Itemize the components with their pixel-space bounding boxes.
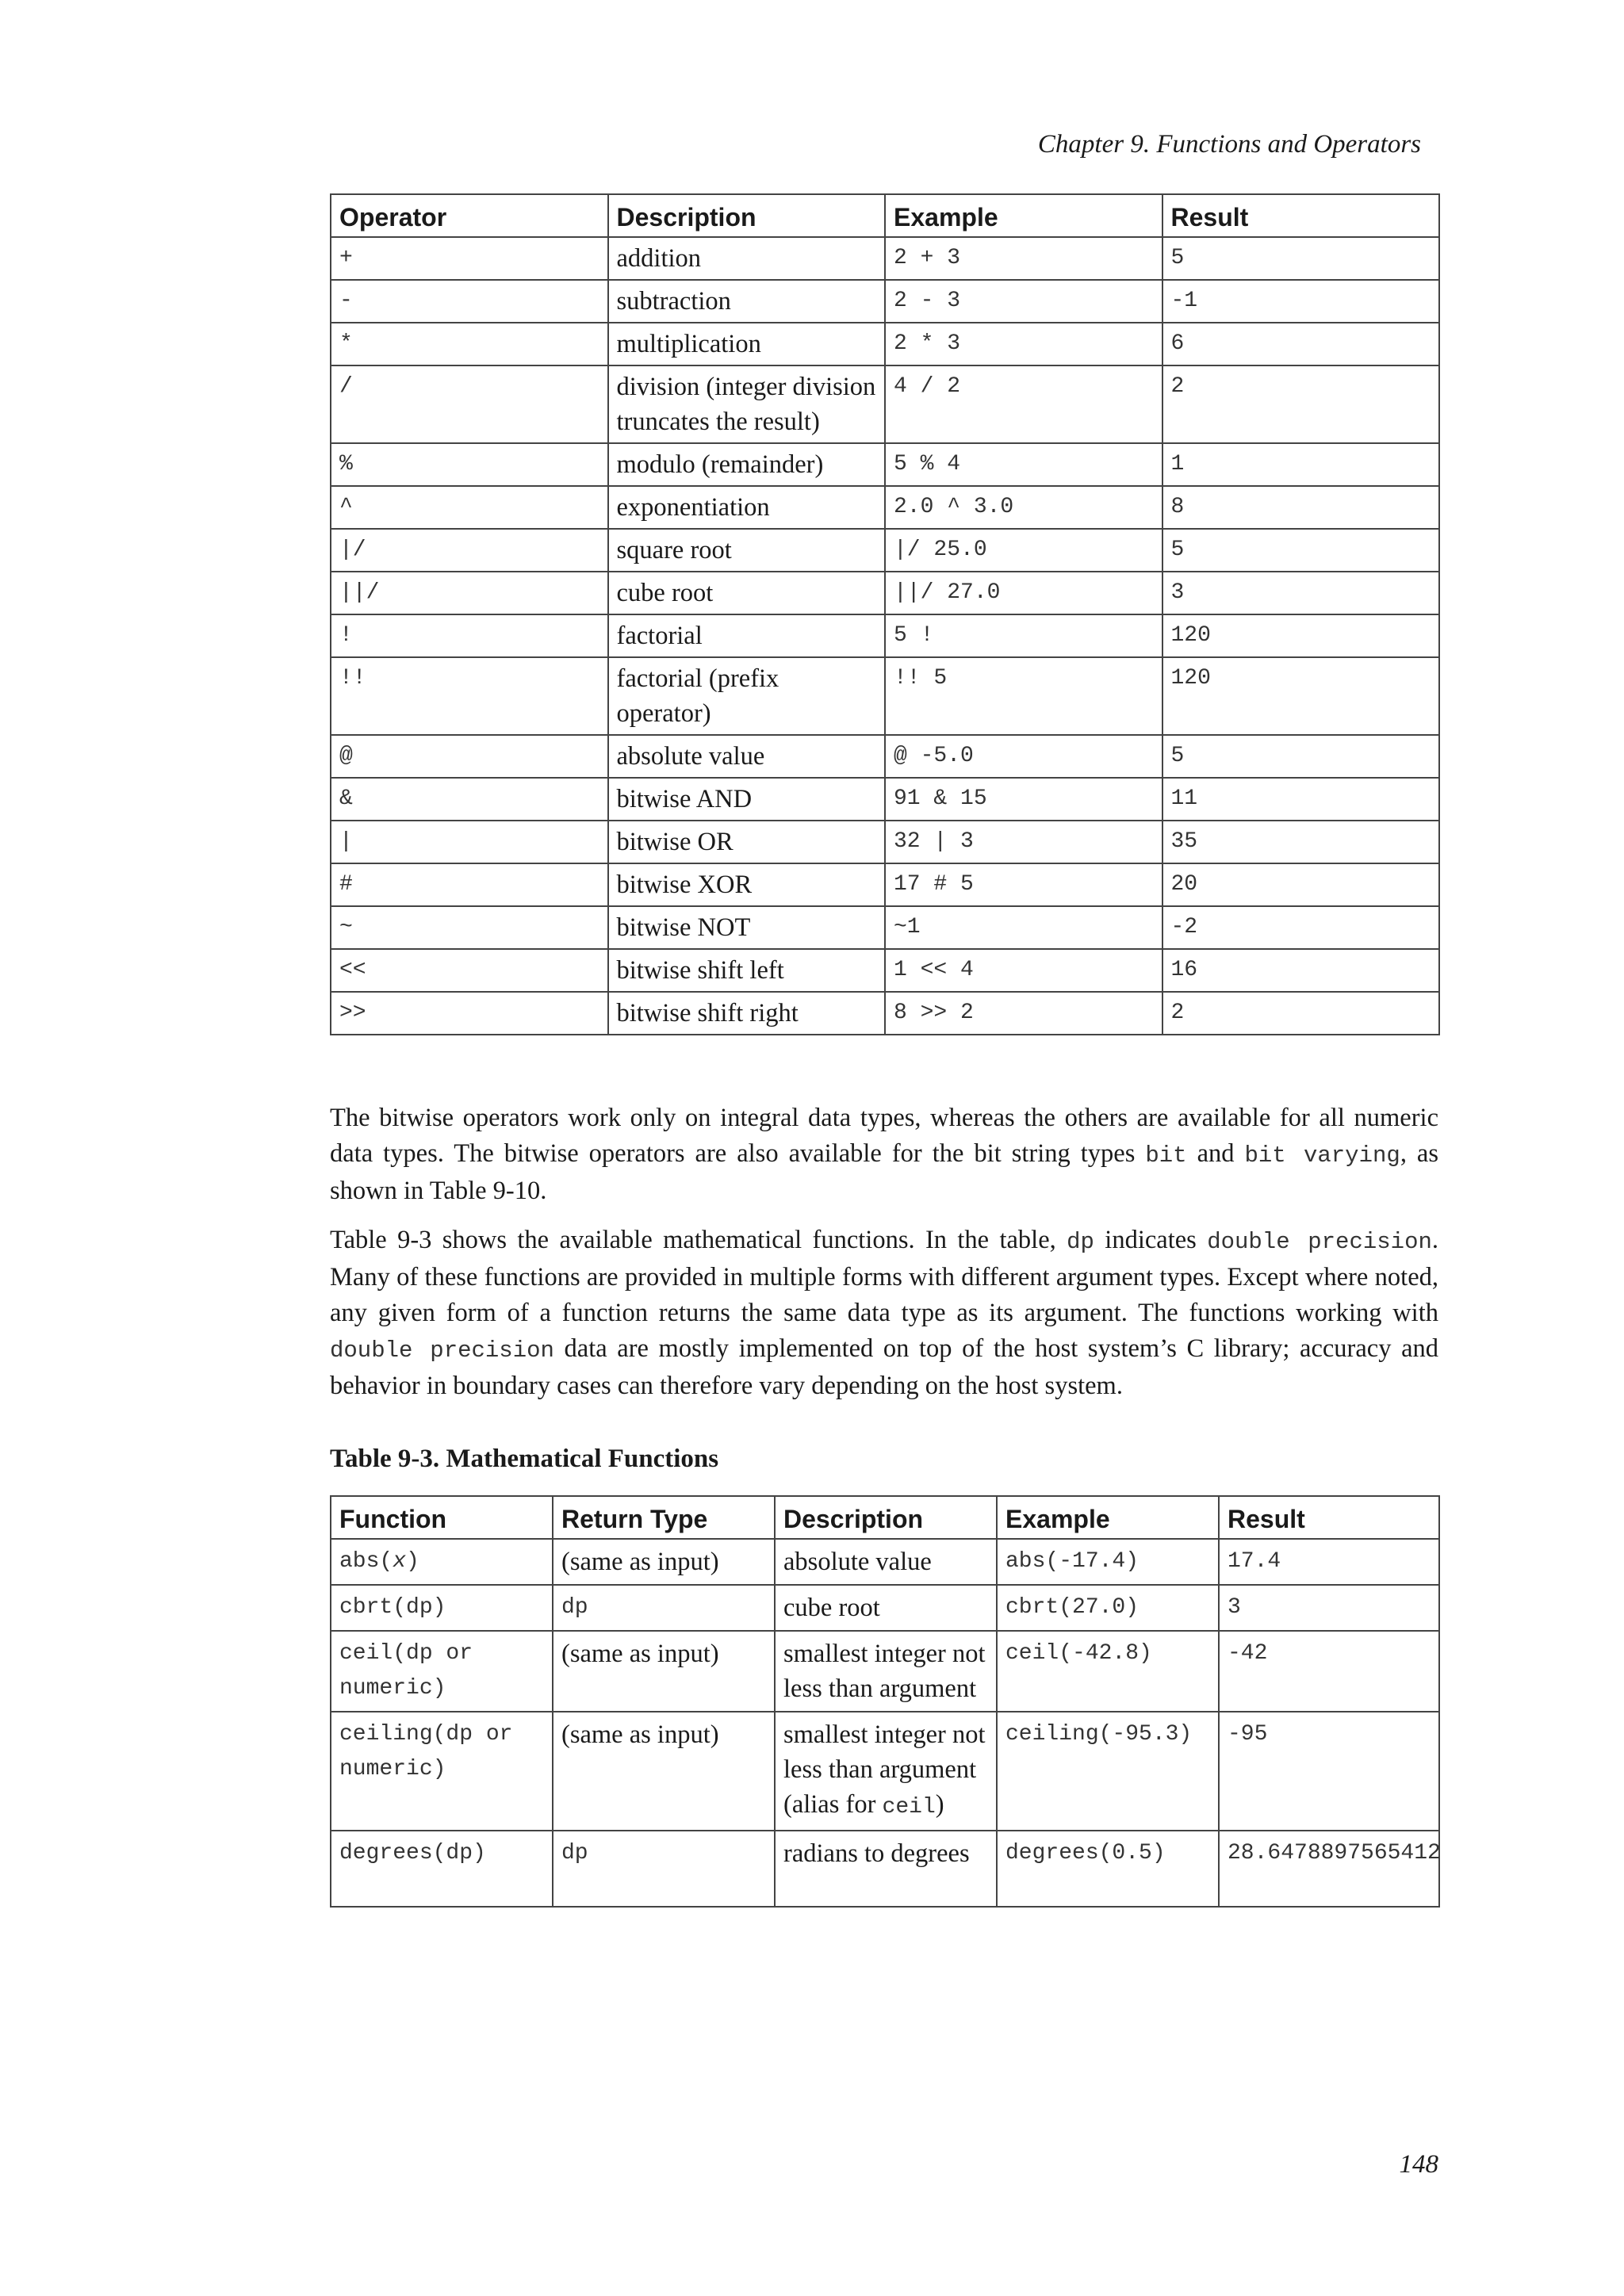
- table-row: [331, 280, 1439, 323]
- result-cell: 5: [1162, 237, 1440, 280]
- function-cell: ceil(dp or numeric): [331, 1631, 553, 1712]
- table-header-row: [331, 194, 1439, 237]
- example-cell: 8 >> 2: [885, 992, 1162, 1035]
- result-cell: -1: [1162, 280, 1440, 323]
- table-row: [331, 1712, 1439, 1831]
- example-cell: abs(-17.4): [997, 1539, 1219, 1585]
- description-cell: division (integer division truncates the result): [608, 365, 886, 443]
- operator-cell: %: [331, 443, 608, 486]
- result-cell: 120: [1162, 657, 1440, 735]
- result-cell: 5: [1162, 529, 1440, 572]
- column-header: Example: [997, 1496, 1219, 1539]
- inline-code: double precision: [1207, 1229, 1432, 1255]
- description-cell: radians to degrees: [775, 1831, 997, 1907]
- paragraph-text: data are mostly implemented on top of the host system’s C library; accuracy and behavior in boundary cases can therefore vary depending on the host system.: [330, 1334, 1438, 1400]
- example-cell: |/ 25.0: [885, 529, 1162, 572]
- table-row: [331, 863, 1439, 906]
- example-cell: ||/ 27.0: [885, 572, 1162, 614]
- column-header: Function: [331, 1496, 553, 1539]
- return-type-cell: (same as input): [553, 1712, 775, 1831]
- result-cell: -42: [1219, 1631, 1439, 1712]
- result-cell: 17.4: [1219, 1539, 1439, 1585]
- return-type-cell: (same as input): [553, 1539, 775, 1585]
- paragraph-text: Table 9-3 shows the available mathematical functions. In the table,: [330, 1226, 1067, 1254]
- paragraph-math-functions-intro: [330, 1223, 1438, 1404]
- example-cell: 2 - 3: [885, 280, 1162, 323]
- description-cell: absolute value: [608, 735, 886, 778]
- result-cell: 5: [1162, 735, 1440, 778]
- example-cell: @ -5.0: [885, 735, 1162, 778]
- operator-cell: ~: [331, 906, 608, 949]
- example-cell: ceiling(-95.3): [997, 1712, 1219, 1831]
- result-cell: 20: [1162, 863, 1440, 906]
- example-cell: ~1: [885, 906, 1162, 949]
- table-row: [331, 821, 1439, 863]
- example-cell: 2 + 3: [885, 237, 1162, 280]
- operator-cell: *: [331, 323, 608, 365]
- math-functions-table: [330, 1495, 1440, 1908]
- description-cell: factorial (prefix operator): [608, 657, 886, 735]
- paragraph-text: . Many of these functions are provided in multiple forms with different argument types. Except where noted, any given form of a function returns the same data type as its argument. The functions working with: [330, 1226, 1438, 1327]
- operator-cell: |/: [331, 529, 608, 572]
- example-cell: 2.0 ^ 3.0: [885, 486, 1162, 529]
- operator-cell: +: [331, 237, 608, 280]
- function-cell: degrees(dp): [331, 1831, 553, 1907]
- table-row: [331, 778, 1439, 821]
- description-cell: factorial: [608, 614, 886, 657]
- description-cell: bitwise OR: [608, 821, 886, 863]
- column-header: Description: [775, 1496, 997, 1539]
- operator-cell: /: [331, 365, 608, 443]
- example-cell: degrees(0.5): [997, 1831, 1219, 1907]
- table-row: [331, 443, 1439, 486]
- result-cell: 1: [1162, 443, 1440, 486]
- example-cell: 32 | 3: [885, 821, 1162, 863]
- inline-code: bit: [1145, 1142, 1187, 1169]
- operator-cell: !: [331, 614, 608, 657]
- column-header: Description: [608, 194, 886, 237]
- table-row: [331, 614, 1439, 657]
- table-row: [331, 657, 1439, 735]
- column-header: Result: [1162, 194, 1440, 237]
- table-row: [331, 1585, 1439, 1631]
- example-cell: 4 / 2: [885, 365, 1162, 443]
- column-header: Return Type: [553, 1496, 775, 1539]
- return-type-cell: dp: [553, 1585, 775, 1631]
- result-cell: -2: [1162, 906, 1440, 949]
- description-cell: modulo (remainder): [608, 443, 886, 486]
- result-cell: 8: [1162, 486, 1440, 529]
- return-type-cell: dp: [553, 1831, 775, 1907]
- inline-code: bit varying: [1244, 1142, 1400, 1169]
- description-cell: subtraction: [608, 280, 886, 323]
- operator-cell: |: [331, 821, 608, 863]
- table-row: [331, 237, 1439, 280]
- table-row: [331, 529, 1439, 572]
- result-cell: 3: [1162, 572, 1440, 614]
- paragraph-text: , as shown in Table 9-10.: [330, 1139, 1439, 1205]
- paragraph-text: indicates: [1094, 1226, 1208, 1254]
- column-header: Example: [885, 194, 1162, 237]
- result-cell: 6: [1162, 323, 1440, 365]
- result-cell: 120: [1162, 614, 1440, 657]
- paragraph-text: and: [1186, 1139, 1245, 1168]
- description-text: ): [935, 1790, 944, 1819]
- table-row: [331, 365, 1439, 443]
- example-cell: 17 # 5: [885, 863, 1162, 906]
- operator-cell: -: [331, 280, 608, 323]
- table-row: [331, 1631, 1439, 1712]
- return-type-cell: (same as input): [553, 1631, 775, 1712]
- paragraph-text: The bitwise operators work only on integral data types, whereas the others are available for all numeric data types. The bitwise operators are also available for the bit string types: [330, 1104, 1438, 1168]
- inline-code: dp: [1067, 1229, 1094, 1255]
- operator-cell: &: [331, 778, 608, 821]
- description-cell: bitwise shift right: [608, 992, 886, 1035]
- example-cell: 5 % 4: [885, 443, 1162, 486]
- description-cell: bitwise AND: [608, 778, 886, 821]
- result-cell: 2: [1162, 992, 1440, 1035]
- table-row: [331, 1539, 1439, 1585]
- operator-cell: >>: [331, 992, 608, 1035]
- table-row: [331, 906, 1439, 949]
- table-row: [331, 572, 1439, 614]
- result-cell: 2: [1162, 365, 1440, 443]
- operator-cell: <<: [331, 949, 608, 992]
- description-cell: square root: [608, 529, 886, 572]
- inline-code: double precision: [330, 1337, 554, 1364]
- result-cell: 3: [1219, 1585, 1439, 1631]
- operator-cell: #: [331, 863, 608, 906]
- description-cell: cube root: [775, 1585, 997, 1631]
- description-cell: addition: [608, 237, 886, 280]
- running-header: Chapter 9. Functions and Operators: [1037, 130, 1421, 159]
- result-cell: 16: [1162, 949, 1440, 992]
- description-cell: exponentiation: [608, 486, 886, 529]
- page-number: 148: [1399, 2150, 1438, 2179]
- table-row: [331, 992, 1439, 1035]
- example-cell: 1 << 4: [885, 949, 1162, 992]
- table-row: [331, 323, 1439, 365]
- result-cell: -95: [1219, 1712, 1439, 1831]
- description-text: smallest integer not less than argument (alias for: [783, 1720, 986, 1819]
- description-cell: cube root: [608, 572, 886, 614]
- example-cell: 2 * 3: [885, 323, 1162, 365]
- result-cell: 35: [1162, 821, 1440, 863]
- description-cell: multiplication: [608, 323, 886, 365]
- example-cell: 5 !: [885, 614, 1162, 657]
- description-cell: [775, 1712, 997, 1831]
- description-cell: bitwise NOT: [608, 906, 886, 949]
- example-cell: !! 5: [885, 657, 1162, 735]
- function-name: ): [406, 1549, 419, 1574]
- table-row: [331, 949, 1439, 992]
- function-cell: cbrt(dp): [331, 1585, 553, 1631]
- table-row: [331, 1831, 1439, 1907]
- result-cell: 28.6478897565412: [1219, 1831, 1439, 1907]
- table-row: [331, 735, 1439, 778]
- description-cell: bitwise shift left: [608, 949, 886, 992]
- description-cell: smallest integer not less than argument: [775, 1631, 997, 1712]
- paragraph-bitwise-note: [330, 1100, 1438, 1209]
- operator-cell: @: [331, 735, 608, 778]
- description-cell: absolute value: [775, 1539, 997, 1585]
- column-header: Result: [1219, 1496, 1439, 1539]
- operator-cell: ^: [331, 486, 608, 529]
- table-row: [331, 486, 1439, 529]
- operator-cell: !!: [331, 657, 608, 735]
- function-argument: x: [393, 1549, 407, 1574]
- example-cell: ceil(-42.8): [997, 1631, 1219, 1712]
- function-cell: ceiling(dp or numeric): [331, 1712, 553, 1831]
- inline-code: ceil: [882, 1795, 936, 1820]
- example-cell: cbrt(27.0): [997, 1585, 1219, 1631]
- operators-table: [330, 193, 1440, 1035]
- table-header-row: [331, 1496, 1439, 1539]
- function-name: abs(: [339, 1549, 393, 1574]
- example-cell: 91 & 15: [885, 778, 1162, 821]
- table-caption: Table 9-3. Mathematical Functions: [330, 1445, 719, 1473]
- result-cell: 11: [1162, 778, 1440, 821]
- function-cell: [331, 1539, 553, 1585]
- column-header: Operator: [331, 194, 608, 237]
- description-cell: bitwise XOR: [608, 863, 886, 906]
- operator-cell: ||/: [331, 572, 608, 614]
